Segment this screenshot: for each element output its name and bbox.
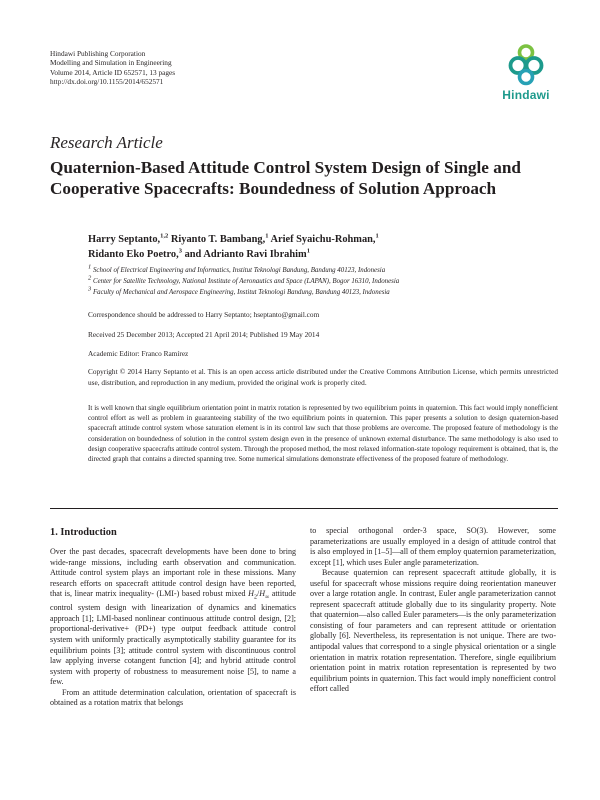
math-subscript: 2	[253, 594, 257, 601]
section-divider	[50, 508, 558, 509]
math-symbol: H	[248, 589, 254, 599]
article-dates: Received 25 December 2013; Accepted 21 April 2014; Published 19 May 2014	[88, 330, 320, 339]
math-symbol: H	[259, 589, 265, 599]
affiliation-text: School of Electrical Engineering and Informatics, Institut Teknologi Bandung, Bandung 40123, Indonesia	[91, 267, 386, 274]
affiliation-line	[88, 287, 558, 298]
paragraph: Because quaternion can represent spacecraft attitude globally, it is useful for spacecraft whose missions require doing reorientation maneuver over a large rotation angle. In contrast, Euler angle parameterization cannot represent spacecraft attitude globally due to its singularity property. Note that quaternion—also called Euler parameters—is the only parameterization consisting of four parameters and can represent attitude or orientation globally [6]. Nevertheless, its representation is not unique. There are two-antipodal values that correspond to a single physical orientation or a single orientation in matrix rotation representation. Therefore, single equilibrium orientation point in matrix rotation representation is represented by two equilibrium points in quaternion. This fact would imply nonefficient control effort called	[310, 568, 556, 694]
paragraph-text: Over the past decades, spacecraft developments have been done to bring wide-range missions, including earth observation and communication. Attitude control system plays an important role in these missions. Many research efforts on spacecraft attitude control design have been reported, that is, linear matrix inequality- (LMI-) based robust mixed	[50, 547, 296, 599]
affiliation-text: Faculty of Mechanical and Aerospace Engineering, Institut Teknologi Bandung, Bandung 40123, Indonesia	[91, 289, 390, 296]
article-title: Quaternion-Based Attitude Control System Design of Single and Cooperative Spacecrafts: Boundedness of Solution Approach	[50, 158, 521, 198]
affiliation-text: Center for Satellite Technology, National Institute of Aeronautics and Space (LAPAN), Bogor 16310, Indonesia	[91, 278, 400, 285]
author-list	[88, 232, 558, 262]
publication-info	[50, 49, 175, 86]
copyright-notice: Copyright © 2014 Harry Septanto et al. This is an open access article distributed under the Creative Commons Attribution License, which permits unrestricted use, distribution, and reproduction in any medium, provided the original work is properly cited.	[88, 367, 558, 387]
paragraph: to special orthogonal order-3 space, SO(3). However, some parameterizations are usually employed in a design of attitude control that is also employed in [1–5]—all of them employ quaternion parameterization, except [1], which uses Euler angle parameterization.	[310, 526, 556, 567]
author-name: Riyanto T. Bambang,	[168, 234, 266, 245]
paragraph: Over the past decades, spacecraft developments have been done to bring wide-range missions, including earth observation and communication. Attitude control system plays an important role in these missions. Many research efforts on spacecraft attitude control design have been reported, that is, linear matrix inequality- (LMI-) based robust mixed $H_2/H_\infty$ attitude control system design with linearization of dynamics and kinematics approach [1]; LMI-based nonlinear continuous attitude control design, [2]; proportional-derivative+ (PD+) type output feedback attitude control system with uniformly practically asymptotically stability guarantee for its equilibrium points [3]; attitude control system with discontinuous control law applying inverse cotangent function [4]; and hybrid attitude control system with property of robustness to measurement noise [5], to name a few.	[50, 547, 296, 687]
author-name: Harry Septanto,	[88, 234, 161, 245]
article-type: Research Article	[50, 133, 163, 152]
journal-name: Modelling and Simulation in Engineering	[50, 58, 172, 68]
paragraph: From an attitude determination calculation, orientation of spacecraft is obtained as a rotation matrix that belongs	[50, 687, 296, 708]
affiliation-number: 2	[88, 274, 92, 282]
hindawi-logo	[496, 44, 556, 106]
doi-link[interactable]: http://dx.doi.org/10.1155/2014/652571	[50, 76, 164, 86]
affiliation-line	[88, 265, 558, 276]
abstract: It is well known that single equilibrium orientation point in matrix rotation is represented by two equilibrium points in quaternion. This fact would imply nonefficient control effort as well as problem in guaranteeing stability of the two equilibrium points in quaternion. This paper presents a solution to design quaternion-based spacecraft attitude control system whose saturation element is in its control law such that those problems are overcome. The proposed feature of methodology is the consideration on boundedness of solution in the control system design even in the presence of unknown external disturbance. The same methodology is also used to design cooperative spacecrafts attitude control system. Through the proposed method, the most relaxed information-state topology requirement is obtained, that is, the directed graph that contains a directed spanning tree. Some numerical simulations demonstrate effectiveness of the proposed feature of methodology.	[88, 404, 558, 464]
paragraph-text: attitude control system design with linearization of dynamics and kinematics approach [1]; LMI-based nonlinear continuous attitude control design, [2]; proportional-derivative+ (PD+) type output feedback attitude control system with uniformly practically asymptotically stability guarantee for its equilibrium points [3]; attitude control system with discontinuous control law applying inverse cotangent function [4]; and hybrid attitude control system with property of robustness to measurement noise [5], to name a few.	[50, 589, 296, 687]
section-heading: 1. Introduction	[50, 527, 117, 538]
correspondence: Correspondence should be addressed to Harry Septanto; hseptanto@gmail.com	[88, 310, 320, 319]
affiliations	[88, 265, 558, 298]
affiliation-number: 3	[88, 285, 92, 293]
body-column-right	[310, 526, 556, 695]
author-affiliation-marker: 1	[375, 232, 379, 240]
hindawi-logo-icon	[496, 44, 556, 88]
math-subscript: ∞	[265, 594, 270, 601]
author-affiliation-marker: 1	[265, 232, 269, 240]
affiliation-number: 1	[88, 263, 92, 271]
author-name: Ridanto Eko Poetro,	[88, 249, 179, 260]
author-affiliation-marker: 3	[178, 247, 182, 255]
logo-wordmark: Hindawi	[502, 88, 550, 102]
body-column-left	[50, 547, 296, 709]
author-name: and Adrianto Ravi Ibrahim	[181, 249, 307, 260]
affiliation-line	[88, 276, 558, 287]
author-name: Arief Syaichu-Rohman,	[268, 234, 376, 245]
academic-editor: Academic Editor: Franco Ramírez	[88, 349, 189, 358]
publisher-name: Hindawi Publishing Corporation	[50, 49, 146, 58]
author-affiliation-marker: 1	[306, 247, 310, 255]
volume-info: Volume 2014, Article ID 652571, 13 pages	[50, 67, 176, 77]
author-affiliation-marker: 1,2	[160, 232, 169, 240]
